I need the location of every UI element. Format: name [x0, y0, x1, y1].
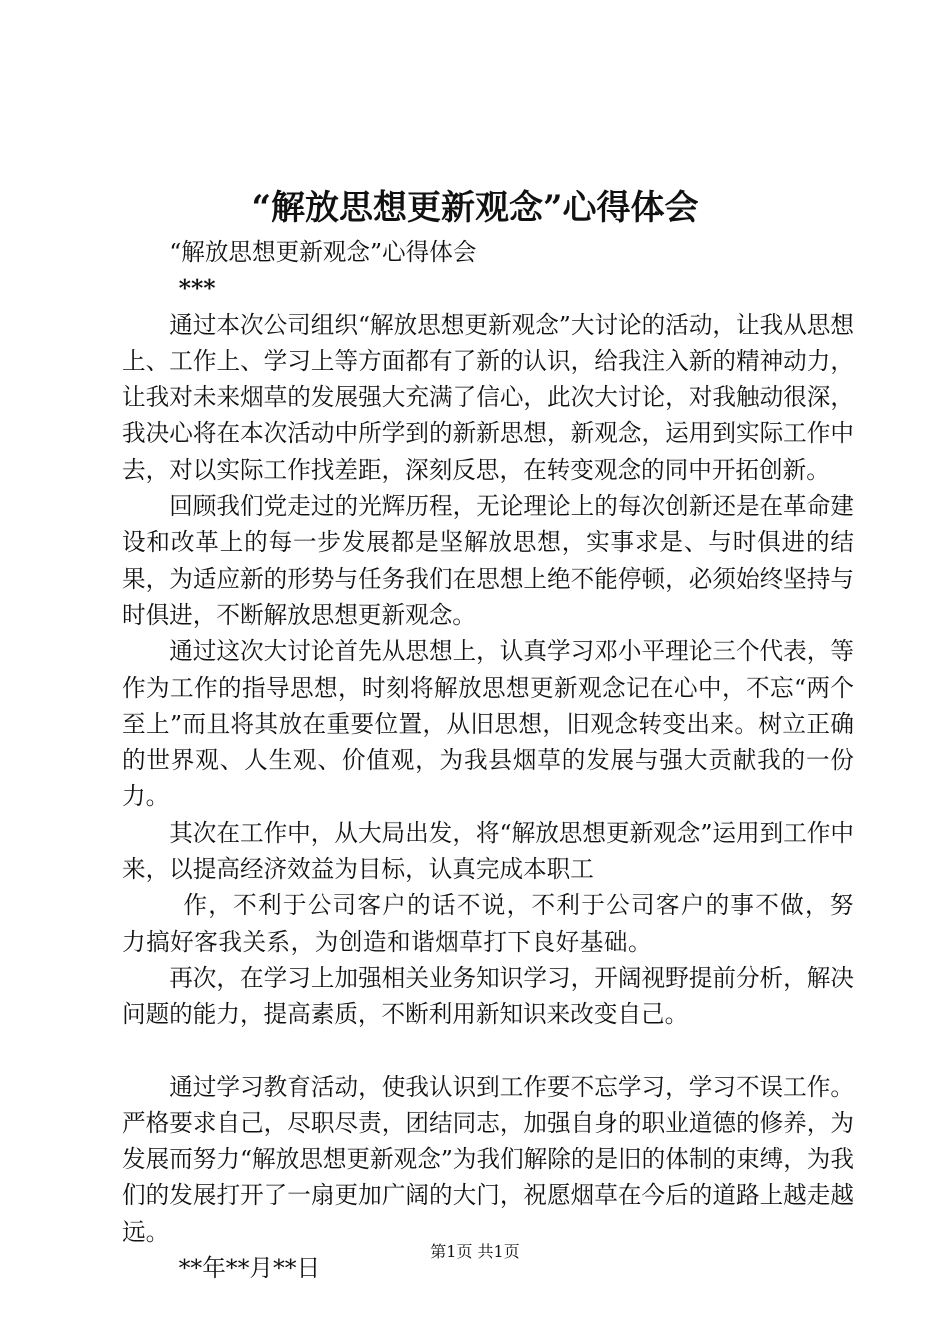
paragraph-6: 再次，在学习上加强相关业务知识学习，开阔视野提前分析，解决问题的能力，提高素质，不断利用新知识来改变自己。 — [122, 963, 854, 1029]
paragraph-1: 通过本次公司组织“解放思想更新观念”大讨论的活动，让我从思想上、工作上、学习上等方面都有了新的认识，给我注入新的精神动力，让我对未来烟草的发展强大充满了信心，此次大讨论，对我触动很深，我决心将在本次活动中所学到的新新思想，新观念，运用到实际工作中去，对以实际工作找差距，深刻反思，在转变观念的同中开拓创新。 — [122, 310, 854, 484]
paragraph-7: 通过学习教育活动，使我认识到工作要不忘学习，学习不误工作。严格要求自己，尽职尽责，团结同志，加强自身的职业道德的修养，为发展而努力“解放思想更新观念”为我们解除的是旧的体制的束缚，为我们的发展打开了一扇更加广阔的大门，祝愿烟草在今后的道路上越走越远。 — [122, 1072, 854, 1246]
paragraph-4: 其次在工作中，从大局出发，将“解放思想更新观念”运用到工作中来，以提高经济效益为目标，认真完成本职工 — [122, 818, 854, 884]
author-placeholder: *** — [178, 274, 216, 303]
page-footer: 第1页 共1页 — [430, 1242, 520, 1261]
paragraph-2: 回顾我们党走过的光辉历程，无论理论上的每次创新还是在革命建设和改革上的每一步发展都是坚解放思想，实事求是、与时俱进的结果，为适应新的形势与任务我们在思想上绝不能停顿，必须始终坚持与时俱进，不断解放思想更新观念。 — [122, 492, 854, 629]
document-title: “解放思想更新观念”心得体会 — [251, 188, 699, 228]
paragraph-spacer — [122, 1033, 854, 1069]
document-subtitle: “解放思想更新观念”心得体会 — [169, 238, 477, 266]
document-date: **年**月**日 — [178, 1254, 321, 1283]
paragraph-3: 通过这次大讨论首先从思想上，认真学习邓小平理论三个代表，等作为工作的指导思想，时刻将解放思想更新观念记在心中，不忘“两个至上”而且将其放在重要位置，从旧思想，旧观念转变出来。树立正确的世界观、人生观、价值观，为我县烟草的发展与强大贡献我的一份力。 — [122, 637, 854, 811]
paragraph-5: 作，不利于公司客户的话不说，不利于公司客户的事不做，努力搞好客我关系，为创造和谐烟草打下良好基础。 — [122, 891, 854, 956]
document-body — [122, 234, 854, 1286]
